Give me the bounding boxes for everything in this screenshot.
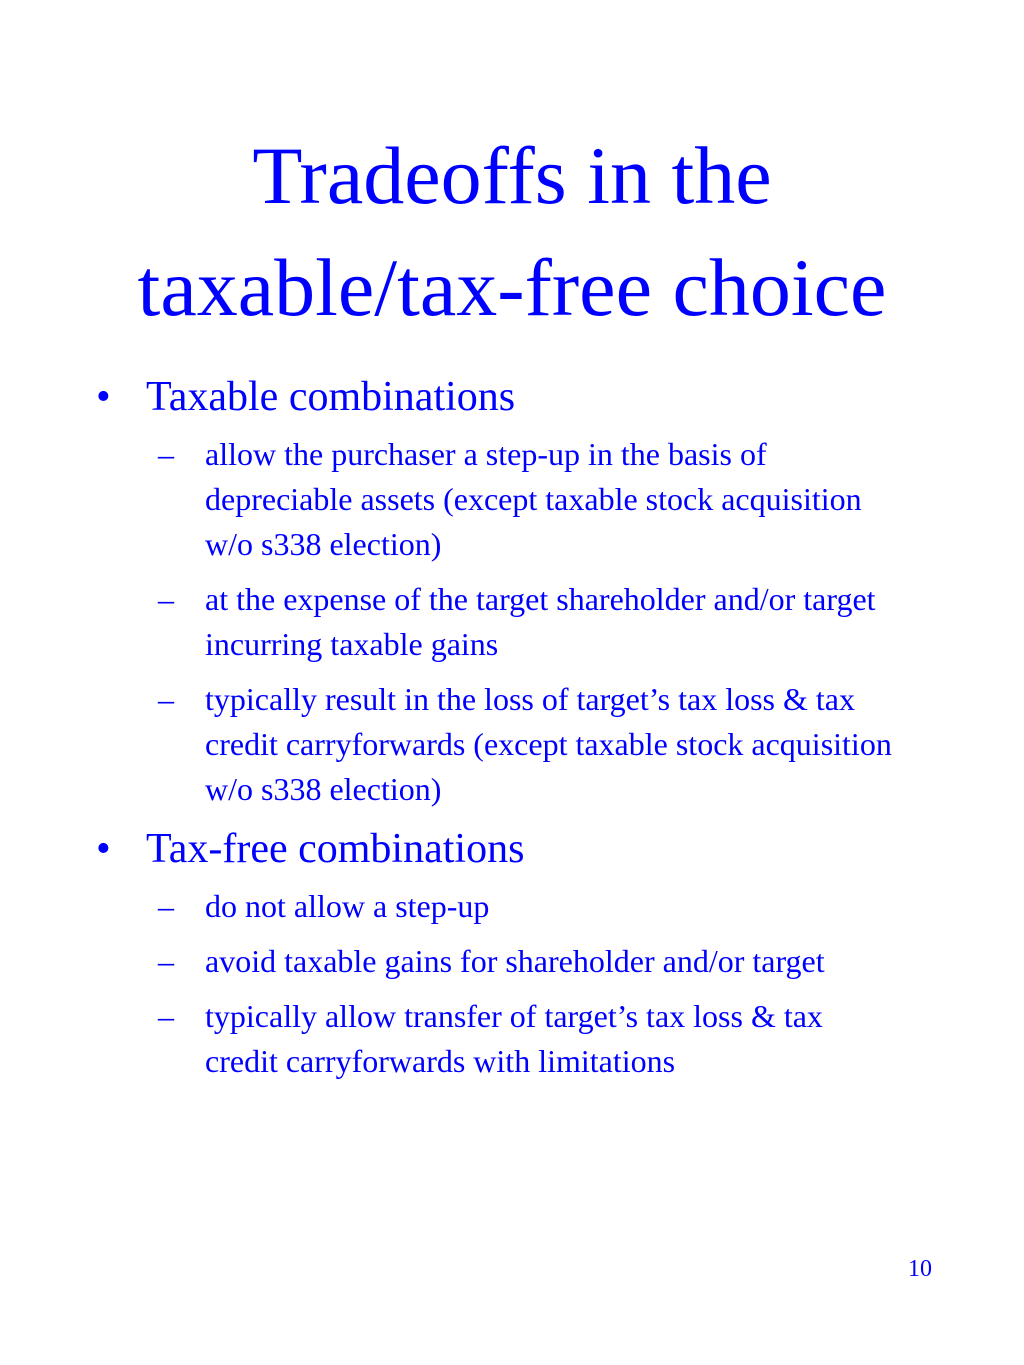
sub-bullet	[146, 884, 895, 929]
sub-bullet	[146, 677, 895, 812]
slide-title-line-2: taxable/tax-free choice	[137, 242, 887, 333]
bullet-text: Taxable combinations	[146, 374, 516, 420]
sub-bullet-text: typically result in the loss of target’s tax loss & tax credit carryforwards (except taxable stock acquisition w/o s338 election)	[205, 681, 892, 807]
slide-title	[0, 120, 1024, 344]
sub-bullet	[146, 432, 895, 567]
sub-bullet-marker: –	[158, 943, 174, 979]
bullet-text: Tax-free combinations	[146, 826, 525, 872]
slide-number: 10	[908, 1256, 932, 1282]
bullet-marker: •	[96, 374, 111, 420]
sub-bullet	[146, 577, 895, 667]
sub-bullet-list	[146, 432, 1024, 812]
sub-bullet-text: do not allow a step-up	[205, 888, 490, 924]
sub-bullet	[146, 994, 895, 1084]
sub-bullet-marker: –	[158, 681, 174, 717]
slide-title-line-1: Tradeoffs in the	[252, 130, 772, 221]
sub-bullet-marker: –	[158, 436, 174, 472]
sub-bullet-text: allow the purchaser a step-up in the basis of depreciable assets (except taxable stock acquisition w/o s338 election)	[205, 436, 862, 562]
sub-bullet-marker: –	[158, 888, 174, 924]
sub-bullet-list	[146, 884, 1024, 1084]
bullet-list	[0, 368, 1024, 1084]
sub-bullet-text: typically allow transfer of target’s tax loss & tax credit carryforwards with limitations	[205, 998, 823, 1079]
sub-bullet	[146, 939, 895, 984]
bullet-marker: •	[96, 826, 111, 872]
sub-bullet-marker: –	[158, 998, 174, 1034]
bullet-tax-free-combinations	[0, 820, 1024, 1084]
bullet-taxable-combinations	[0, 368, 1024, 812]
sub-bullet-marker: –	[158, 581, 174, 617]
sub-bullet-text: avoid taxable gains for shareholder and/or target	[205, 943, 825, 979]
sub-bullet-text: at the expense of the target shareholder and/or target incurring taxable gains	[205, 581, 876, 662]
